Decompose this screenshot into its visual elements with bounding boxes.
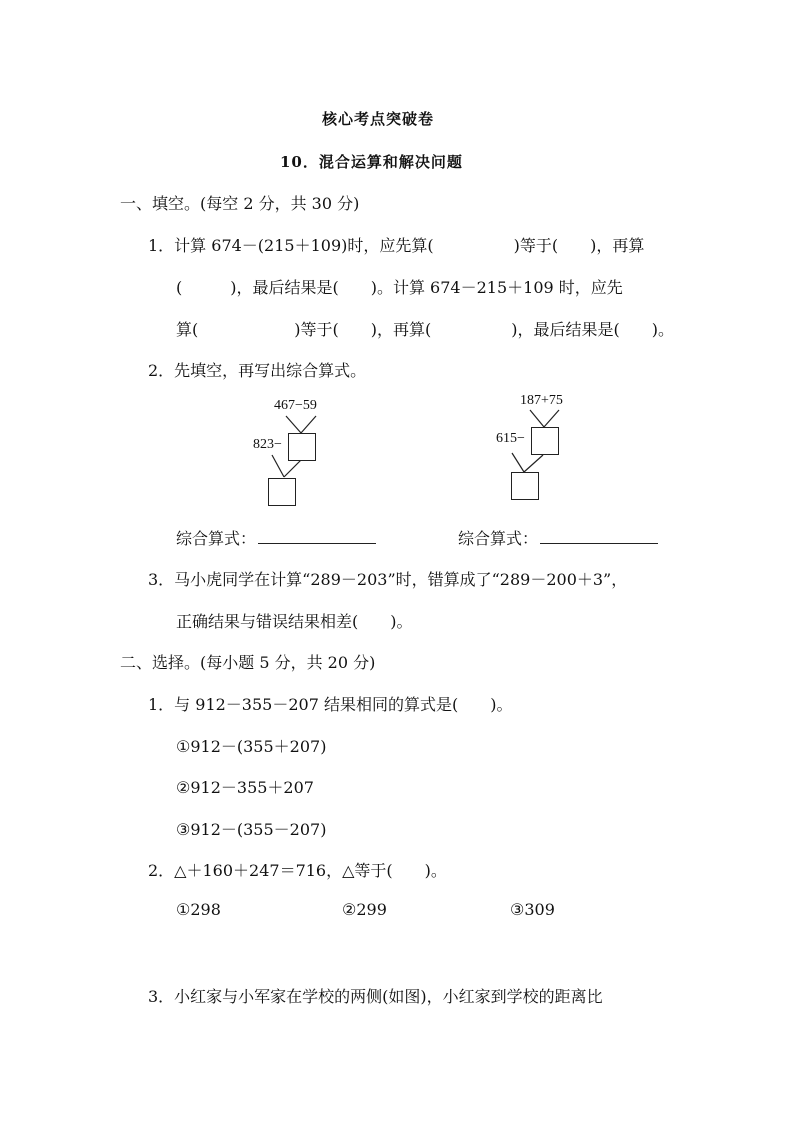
diagram2-line-bottom-left — [512, 453, 524, 472]
diagram2-line-top-right — [544, 410, 559, 427]
section1-heading: 一、填空。(每空 2 分，共 30 分) — [120, 194, 360, 213]
q1-line1: 1．计算 674－(215＋109)时，应先算( )等于( )，再算 — [148, 236, 645, 255]
s2-q1-option-2[interactable]: ②912－355＋207 — [176, 778, 314, 797]
page-title: 核心考点突破卷 — [322, 110, 435, 128]
diagram1-line-bottom-right — [284, 460, 301, 477]
diagram2-left-expression: 615− — [496, 431, 525, 446]
formula-field-1 — [176, 526, 376, 549]
s2-q2-option-3[interactable]: ③309 — [510, 900, 555, 919]
diagram1-top-expression: 467−59 — [274, 398, 317, 413]
s2-q1-option-1[interactable]: ①912－(355＋207) — [176, 737, 327, 756]
q3-line2: 正确结果与错误结果相差( )。 — [176, 612, 413, 631]
diagram2-line-top-left — [530, 410, 544, 427]
q3-line1: 3．马小虎同学在计算“289－203”时，错算成了“289－200＋3”， — [148, 570, 628, 589]
s2-q2-option-1[interactable]: ①298 — [176, 900, 221, 919]
formula-label-1: 综合算式： — [176, 529, 257, 548]
diagram1-box-top[interactable] — [288, 433, 316, 461]
s2-q2-option-2[interactable]: ②299 — [342, 900, 387, 919]
formula-blank-2[interactable] — [540, 529, 658, 544]
diagram1-left-expression: 823− — [253, 437, 282, 452]
q1-line3: 算( )等于( )，再算( )，最后结果是( )。 — [176, 320, 674, 339]
diagram2-box-bottom[interactable] — [511, 472, 539, 500]
s2-q1-option-3[interactable]: ③912－(355－207) — [176, 820, 327, 839]
s2-q3-text: 3．小红家与小军家在学校的两侧(如图)，小红家到学校的距离比 — [148, 987, 603, 1006]
diagram1-line-bottom-left — [272, 455, 284, 477]
q2-text: 2．先填空，再写出综合算式。 — [148, 361, 367, 380]
formula-field-2 — [458, 526, 658, 549]
page-subtitle: 10．混合运算和解决问题 — [280, 153, 463, 171]
diagram2-line-bottom-right — [524, 455, 543, 472]
q1-line2: ( )，最后结果是( )。计算 674－215＋109 时，应先 — [176, 278, 623, 297]
s2-q1-text: 1．与 912－355－207 结果相同的算式是( )。 — [148, 695, 513, 714]
diagram1-box-bottom[interactable] — [268, 478, 296, 506]
diagram1-line-top-left — [286, 416, 301, 433]
diagram1-line-top-right — [301, 416, 316, 433]
s2-q2-text: 2．△＋160＋247＝716，△等于( )。 — [148, 861, 447, 880]
diagram2-top-expression: 187+75 — [520, 393, 563, 408]
formula-blank-1[interactable] — [258, 529, 376, 544]
diagram2-box-top[interactable] — [531, 427, 559, 455]
section2-heading: 二、选择。(每小题 5 分，共 20 分) — [120, 653, 376, 672]
formula-label-2: 综合算式： — [458, 529, 539, 548]
